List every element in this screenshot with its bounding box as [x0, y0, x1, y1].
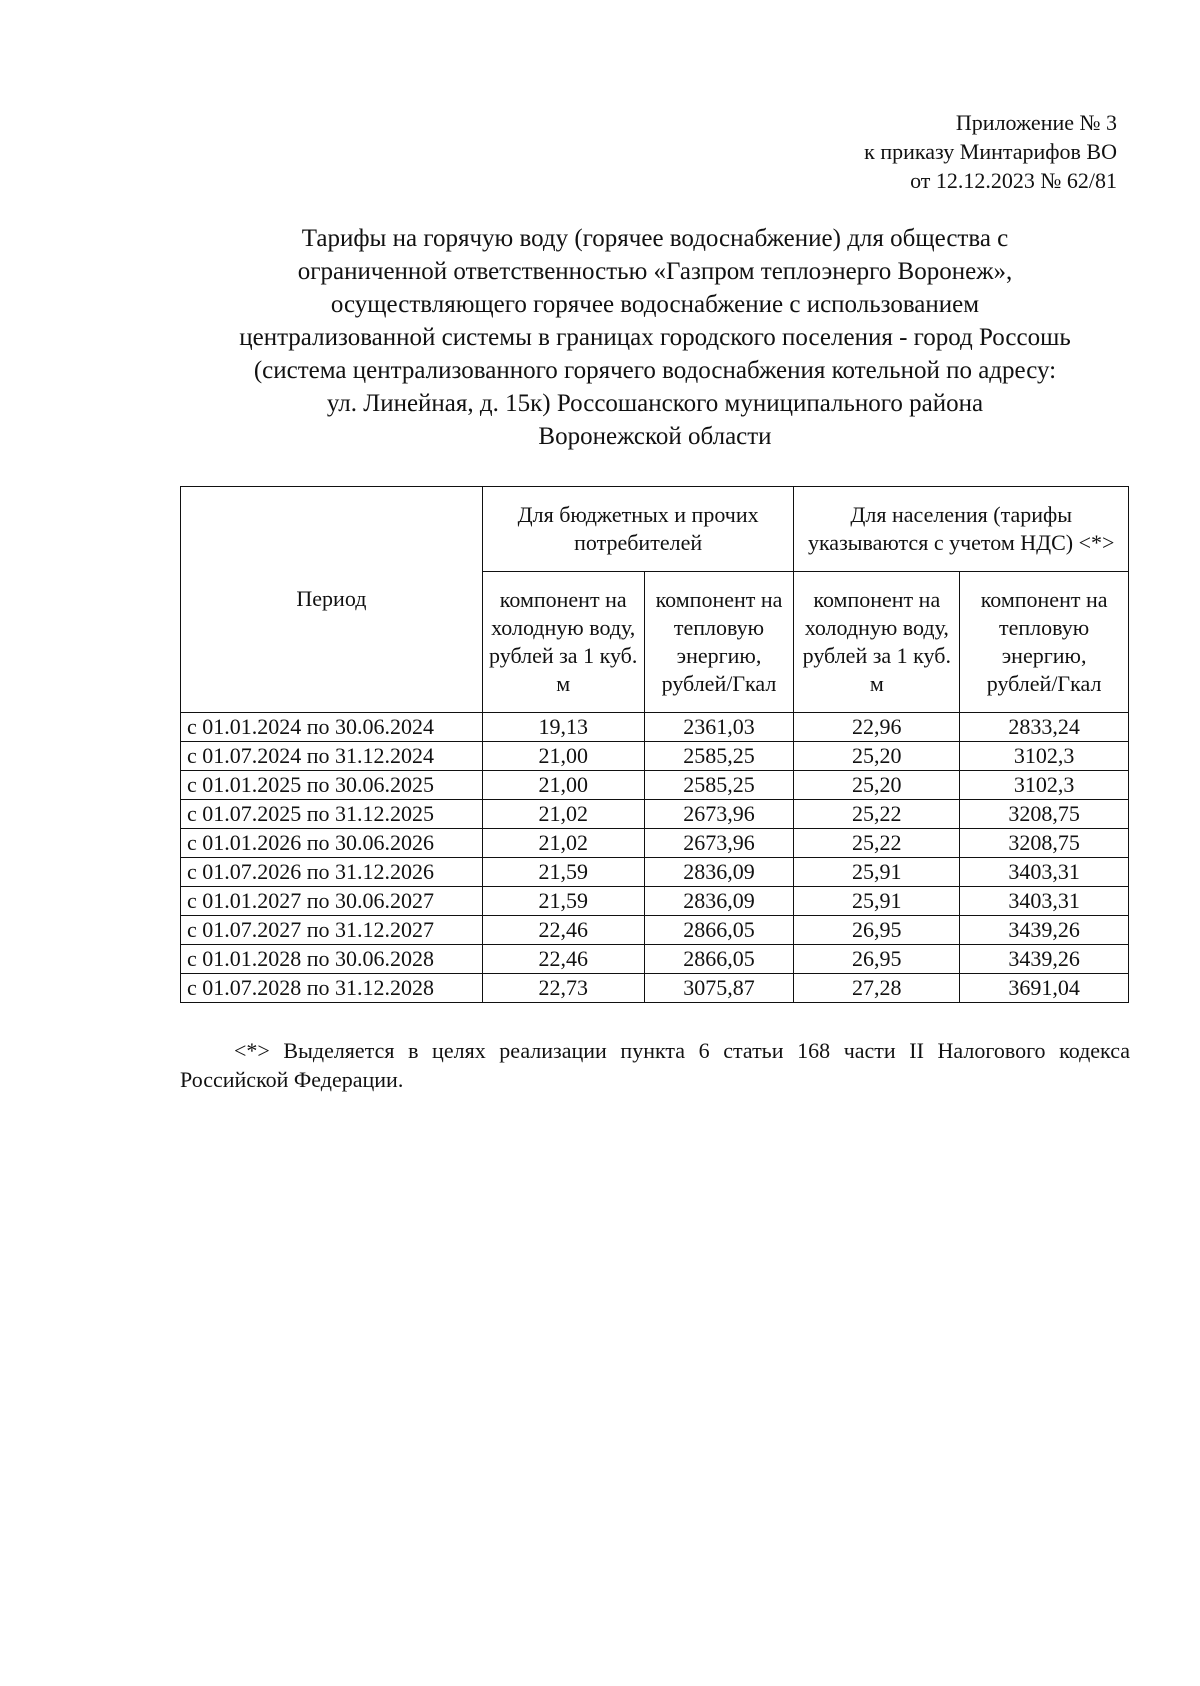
population-cold-cell: 25,20 — [794, 742, 960, 771]
budget-heat-cell: 2836,09 — [644, 858, 794, 887]
budget-cold-cell: 21,02 — [482, 829, 644, 858]
population-cold-cell: 25,91 — [794, 887, 960, 916]
population-heat-cell: 3691,04 — [960, 974, 1129, 1003]
population-cold-water-header: компонент на холодную воду, рублей за 1 куб. м — [794, 572, 960, 713]
budget-cold-cell: 21,00 — [482, 771, 644, 800]
period-cell: с 01.07.2025 по 31.12.2025 — [181, 800, 483, 829]
title-line: ул. Линейная, д. 15к) Россошанского муниципального района — [326, 390, 984, 417]
annex-number: Приложение № 3 — [955, 110, 1117, 135]
population-cold-cell: 26,95 — [794, 916, 960, 945]
table-row — [181, 916, 1129, 945]
population-heat-cell: 2833,24 — [960, 713, 1129, 742]
budget-cold-cell: 19,13 — [482, 713, 644, 742]
population-cold-cell: 26,95 — [794, 945, 960, 974]
tariff-table — [180, 486, 1129, 1003]
period-cell: с 01.01.2024 по 30.06.2024 — [181, 713, 483, 742]
population-header: Для населения (тарифы указываются с учетом НДС) <*> — [794, 487, 1129, 572]
period-cell: с 01.01.2025 по 30.06.2025 — [181, 771, 483, 800]
budget-cold-cell: 21,59 — [482, 887, 644, 916]
table-row — [181, 974, 1129, 1003]
title-line: Воронежской области — [538, 423, 772, 450]
budget-heat-cell: 2836,09 — [644, 887, 794, 916]
period-cell: с 01.07.2028 по 31.12.2028 — [181, 974, 483, 1003]
population-cold-cell: 25,20 — [794, 771, 960, 800]
annex-order: к приказу Минтарифов ВО — [864, 139, 1117, 164]
budget-heat-cell: 2866,05 — [644, 945, 794, 974]
budget-cold-cell: 21,02 — [482, 800, 644, 829]
budget-heat-cell: 2585,25 — [644, 742, 794, 771]
title-line: осуществляющего горячее водоснабжение с использованием — [330, 291, 980, 318]
table-row — [181, 742, 1129, 771]
population-cold-cell: 25,91 — [794, 858, 960, 887]
population-heat-cell: 3439,26 — [960, 916, 1129, 945]
budget-cold-cell: 22,73 — [482, 974, 644, 1003]
budget-heat-energy-header: компонент на тепловую энергию, рублей/Гкал — [644, 572, 794, 713]
table-row — [181, 829, 1129, 858]
title-line: Тарифы на горячую воду (горячее водоснабжение) для общества с — [301, 225, 1009, 252]
document-title — [160, 222, 1150, 453]
budget-cold-cell: 21,00 — [482, 742, 644, 771]
annex-date: от 12.12.2023 № 62/81 — [910, 168, 1117, 193]
budget-heat-cell: 2585,25 — [644, 771, 794, 800]
title-line: централизованной системы в границах городского поселения - город Россошь — [239, 324, 1071, 351]
title-line: ограниченной ответственностью «Газпром теплоэнерго Воронеж», — [297, 258, 1013, 285]
budget-heat-cell: 2673,96 — [644, 829, 794, 858]
budget-heat-cell: 2673,96 — [644, 800, 794, 829]
population-heat-cell: 3208,75 — [960, 829, 1129, 858]
annex-reference — [864, 108, 1117, 195]
period-header: Период — [181, 487, 483, 713]
period-cell: с 01.01.2028 по 30.06.2028 — [181, 945, 483, 974]
population-heat-cell: 3403,31 — [960, 858, 1129, 887]
table-row — [181, 858, 1129, 887]
population-heat-energy-header: компонент на тепловую энергию, рублей/Гкал — [960, 572, 1129, 713]
population-cold-cell: 27,28 — [794, 974, 960, 1003]
table-row — [181, 771, 1129, 800]
period-cell: с 01.07.2027 по 31.12.2027 — [181, 916, 483, 945]
population-cold-cell: 25,22 — [794, 829, 960, 858]
population-heat-cell: 3439,26 — [960, 945, 1129, 974]
table-row — [181, 800, 1129, 829]
title-line: (система централизованного горячего водоснабжения котельной по адресу: — [253, 357, 1057, 384]
population-cold-cell: 25,22 — [794, 800, 960, 829]
table-row — [181, 945, 1129, 974]
footnote: <*> Выделяется в целях реализации пункта 6 статьи 168 части II Налогового кодекса Российской Федерации. — [180, 1038, 1130, 1092]
table-row — [181, 887, 1129, 916]
budget-cold-cell: 22,46 — [482, 945, 644, 974]
population-heat-cell: 3102,3 — [960, 742, 1129, 771]
budget-cold-cell: 21,59 — [482, 858, 644, 887]
budget-cold-water-header: компонент на холодную воду, рублей за 1 куб. м — [482, 572, 644, 713]
period-cell: с 01.07.2024 по 31.12.2024 — [181, 742, 483, 771]
period-cell: с 01.01.2026 по 30.06.2026 — [181, 829, 483, 858]
population-heat-cell: 3403,31 — [960, 887, 1129, 916]
budget-heat-cell: 2361,03 — [644, 713, 794, 742]
population-heat-cell: 3102,3 — [960, 771, 1129, 800]
budget-cold-cell: 22,46 — [482, 916, 644, 945]
population-cold-cell: 22,96 — [794, 713, 960, 742]
period-cell: с 01.07.2026 по 31.12.2026 — [181, 858, 483, 887]
budget-heat-cell: 2866,05 — [644, 916, 794, 945]
budget-heat-cell: 3075,87 — [644, 974, 794, 1003]
period-cell: с 01.01.2027 по 30.06.2027 — [181, 887, 483, 916]
budget-consumers-header: Для бюджетных и прочих потребителей — [482, 487, 794, 572]
table-row — [181, 713, 1129, 742]
population-heat-cell: 3208,75 — [960, 800, 1129, 829]
